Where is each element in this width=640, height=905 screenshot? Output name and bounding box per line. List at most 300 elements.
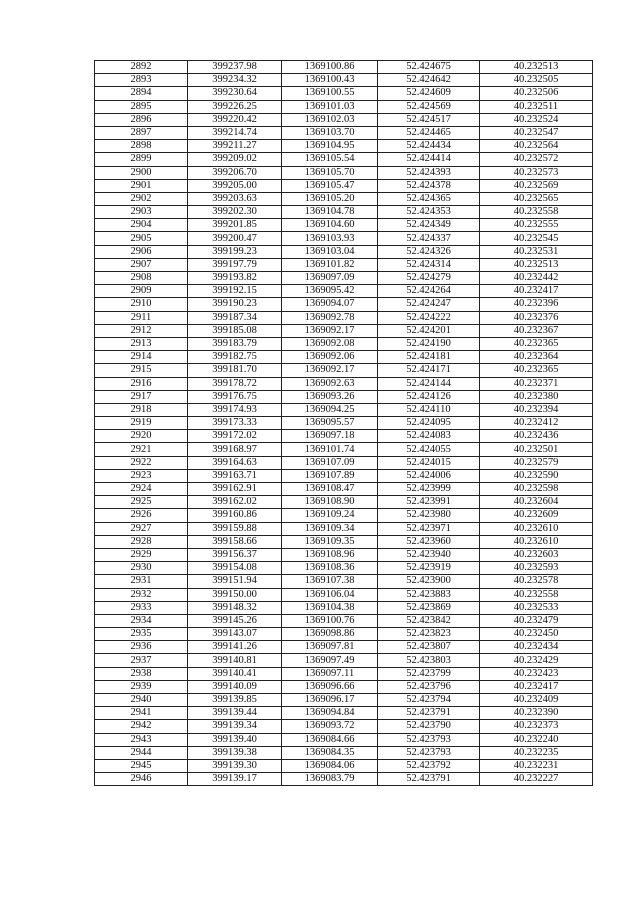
y-coordinate-cell: 1369100.76 <box>282 614 378 627</box>
latitude-cell: 52.423900 <box>378 575 480 588</box>
x-coordinate-cell: 399158.66 <box>188 535 282 548</box>
y-coordinate-cell: 1369095.57 <box>282 417 378 430</box>
longitude-cell: 40.232376 <box>480 311 593 324</box>
table-row <box>95 654 593 667</box>
x-coordinate-cell: 399176.75 <box>188 390 282 403</box>
latitude-cell: 52.424190 <box>378 337 480 350</box>
y-coordinate-cell: 1369104.78 <box>282 206 378 219</box>
longitude-cell: 40.232364 <box>480 351 593 364</box>
latitude-cell: 52.424015 <box>378 456 480 469</box>
table-row <box>95 272 593 285</box>
latitude-cell: 52.423823 <box>378 628 480 641</box>
y-coordinate-cell: 1369094.07 <box>282 298 378 311</box>
point-number-cell: 2944 <box>95 746 188 759</box>
x-coordinate-cell: 399174.93 <box>188 403 282 416</box>
point-number-cell: 2919 <box>95 417 188 430</box>
y-coordinate-cell: 1369096.66 <box>282 680 378 693</box>
latitude-cell: 52.423940 <box>378 548 480 561</box>
longitude-cell: 40.232565 <box>480 192 593 205</box>
point-number-cell: 2929 <box>95 548 188 561</box>
table-row <box>95 496 593 509</box>
longitude-cell: 40.232235 <box>480 746 593 759</box>
table-row <box>95 588 593 601</box>
x-coordinate-cell: 399187.34 <box>188 311 282 324</box>
latitude-cell: 52.424126 <box>378 390 480 403</box>
longitude-cell: 40.232511 <box>480 100 593 113</box>
table-row <box>95 680 593 693</box>
y-coordinate-cell: 1369100.43 <box>282 74 378 87</box>
table-row <box>95 575 593 588</box>
longitude-cell: 40.232436 <box>480 430 593 443</box>
x-coordinate-cell: 399140.09 <box>188 680 282 693</box>
longitude-cell: 40.232598 <box>480 483 593 496</box>
latitude-cell: 52.424171 <box>378 364 480 377</box>
y-coordinate-cell: 1369107.09 <box>282 456 378 469</box>
point-number-cell: 2908 <box>95 272 188 285</box>
table-row <box>95 403 593 416</box>
latitude-cell: 52.423792 <box>378 759 480 772</box>
point-number-cell: 2923 <box>95 469 188 482</box>
table-row <box>95 694 593 707</box>
latitude-cell: 52.423919 <box>378 562 480 575</box>
latitude-cell: 52.423803 <box>378 654 480 667</box>
table-row <box>95 351 593 364</box>
table-row <box>95 733 593 746</box>
table-row <box>95 614 593 627</box>
x-coordinate-cell: 399209.02 <box>188 153 282 166</box>
latitude-cell: 52.424110 <box>378 403 480 416</box>
point-number-cell: 2898 <box>95 140 188 153</box>
x-coordinate-cell: 399162.02 <box>188 496 282 509</box>
longitude-cell: 40.232227 <box>480 773 593 786</box>
table-row <box>95 179 593 192</box>
table-row <box>95 219 593 232</box>
y-coordinate-cell: 1369097.49 <box>282 654 378 667</box>
x-coordinate-cell: 399199.23 <box>188 245 282 258</box>
latitude-cell: 52.424279 <box>378 272 480 285</box>
table-row <box>95 153 593 166</box>
table-row <box>95 126 593 139</box>
latitude-cell: 52.423796 <box>378 680 480 693</box>
longitude-cell: 40.232578 <box>480 575 593 588</box>
latitude-cell: 52.424414 <box>378 153 480 166</box>
point-number-cell: 2946 <box>95 773 188 786</box>
x-coordinate-cell: 399237.98 <box>188 61 282 74</box>
point-number-cell: 2920 <box>95 430 188 443</box>
x-coordinate-cell: 399141.26 <box>188 641 282 654</box>
longitude-cell: 40.232573 <box>480 166 593 179</box>
y-coordinate-cell: 1369095.42 <box>282 285 378 298</box>
latitude-cell: 52.423799 <box>378 667 480 680</box>
point-number-cell: 2917 <box>95 390 188 403</box>
latitude-cell: 52.424393 <box>378 166 480 179</box>
y-coordinate-cell: 1369104.60 <box>282 219 378 232</box>
x-coordinate-cell: 399192.15 <box>188 285 282 298</box>
table-row <box>95 113 593 126</box>
point-number-cell: 2945 <box>95 759 188 772</box>
latitude-cell: 52.423793 <box>378 746 480 759</box>
x-coordinate-cell: 399156.37 <box>188 548 282 561</box>
point-number-cell: 2924 <box>95 483 188 496</box>
y-coordinate-cell: 1369092.08 <box>282 337 378 350</box>
x-coordinate-cell: 399139.17 <box>188 773 282 786</box>
y-coordinate-cell: 1369101.82 <box>282 258 378 271</box>
table-row <box>95 364 593 377</box>
longitude-cell: 40.232531 <box>480 245 593 258</box>
x-coordinate-cell: 399139.44 <box>188 707 282 720</box>
y-coordinate-cell: 1369103.70 <box>282 126 378 139</box>
longitude-cell: 40.232545 <box>480 232 593 245</box>
point-number-cell: 2915 <box>95 364 188 377</box>
y-coordinate-cell: 1369097.81 <box>282 641 378 654</box>
point-number-cell: 2943 <box>95 733 188 746</box>
y-coordinate-cell: 1369093.26 <box>282 390 378 403</box>
table-row <box>95 773 593 786</box>
y-coordinate-cell: 1369097.11 <box>282 667 378 680</box>
longitude-cell: 40.232505 <box>480 74 593 87</box>
latitude-cell: 52.424378 <box>378 179 480 192</box>
longitude-cell: 40.232450 <box>480 628 593 641</box>
table-row <box>95 61 593 74</box>
x-coordinate-cell: 399159.88 <box>188 522 282 535</box>
x-coordinate-cell: 399234.32 <box>188 74 282 87</box>
point-number-cell: 2912 <box>95 324 188 337</box>
longitude-cell: 40.232409 <box>480 694 593 707</box>
latitude-cell: 52.423791 <box>378 773 480 786</box>
longitude-cell: 40.232373 <box>480 720 593 733</box>
point-number-cell: 2926 <box>95 509 188 522</box>
latitude-cell: 52.423971 <box>378 522 480 535</box>
longitude-cell: 40.232513 <box>480 61 593 74</box>
coordinates-table <box>94 60 593 786</box>
longitude-cell: 40.232533 <box>480 601 593 614</box>
x-coordinate-cell: 399190.23 <box>188 298 282 311</box>
latitude-cell: 52.423793 <box>378 733 480 746</box>
longitude-cell: 40.232442 <box>480 272 593 285</box>
longitude-cell: 40.232506 <box>480 87 593 100</box>
y-coordinate-cell: 1369109.24 <box>282 509 378 522</box>
table-row <box>95 337 593 350</box>
longitude-cell: 40.232513 <box>480 258 593 271</box>
point-number-cell: 2911 <box>95 311 188 324</box>
table-row <box>95 720 593 733</box>
point-number-cell: 2922 <box>95 456 188 469</box>
y-coordinate-cell: 1369106.04 <box>282 588 378 601</box>
table-row <box>95 258 593 271</box>
x-coordinate-cell: 399163.71 <box>188 469 282 482</box>
table-row <box>95 456 593 469</box>
longitude-cell: 40.232609 <box>480 509 593 522</box>
point-number-cell: 2937 <box>95 654 188 667</box>
x-coordinate-cell: 399226.25 <box>188 100 282 113</box>
longitude-cell: 40.232240 <box>480 733 593 746</box>
point-number-cell: 2899 <box>95 153 188 166</box>
y-coordinate-cell: 1369105.70 <box>282 166 378 179</box>
x-coordinate-cell: 399160.86 <box>188 509 282 522</box>
point-number-cell: 2910 <box>95 298 188 311</box>
y-coordinate-cell: 1369105.20 <box>282 192 378 205</box>
point-number-cell: 2940 <box>95 694 188 707</box>
table-row <box>95 192 593 205</box>
table-row <box>95 601 593 614</box>
y-coordinate-cell: 1369094.25 <box>282 403 378 416</box>
latitude-cell: 52.424349 <box>378 219 480 232</box>
y-coordinate-cell: 1369101.03 <box>282 100 378 113</box>
latitude-cell: 52.424675 <box>378 61 480 74</box>
table-row <box>95 746 593 759</box>
longitude-cell: 40.232412 <box>480 417 593 430</box>
latitude-cell: 52.423999 <box>378 483 480 496</box>
x-coordinate-cell: 399139.38 <box>188 746 282 759</box>
longitude-cell: 40.232604 <box>480 496 593 509</box>
latitude-cell: 52.424201 <box>378 324 480 337</box>
x-coordinate-cell: 399143.07 <box>188 628 282 641</box>
latitude-cell: 52.423807 <box>378 641 480 654</box>
table-row <box>95 641 593 654</box>
y-coordinate-cell: 1369107.89 <box>282 469 378 482</box>
longitude-cell: 40.232572 <box>480 153 593 166</box>
table-row <box>95 390 593 403</box>
point-number-cell: 2900 <box>95 166 188 179</box>
point-number-cell: 2928 <box>95 535 188 548</box>
x-coordinate-cell: 399220.42 <box>188 113 282 126</box>
y-coordinate-cell: 1369084.66 <box>282 733 378 746</box>
latitude-cell: 52.424353 <box>378 206 480 219</box>
y-coordinate-cell: 1369107.38 <box>282 575 378 588</box>
x-coordinate-cell: 399139.34 <box>188 720 282 733</box>
table-row <box>95 509 593 522</box>
latitude-cell: 52.424264 <box>378 285 480 298</box>
longitude-cell: 40.232390 <box>480 707 593 720</box>
y-coordinate-cell: 1369105.47 <box>282 179 378 192</box>
table-row <box>95 245 593 258</box>
y-coordinate-cell: 1369100.55 <box>282 87 378 100</box>
latitude-cell: 52.423842 <box>378 614 480 627</box>
point-number-cell: 2896 <box>95 113 188 126</box>
table-row <box>95 285 593 298</box>
table-row <box>95 298 593 311</box>
latitude-cell: 52.424517 <box>378 113 480 126</box>
x-coordinate-cell: 399200.47 <box>188 232 282 245</box>
x-coordinate-cell: 399150.00 <box>188 588 282 601</box>
longitude-cell: 40.232579 <box>480 456 593 469</box>
table-row <box>95 628 593 641</box>
x-coordinate-cell: 399162.91 <box>188 483 282 496</box>
table-row <box>95 206 593 219</box>
longitude-cell: 40.232564 <box>480 140 593 153</box>
point-number-cell: 2939 <box>95 680 188 693</box>
longitude-cell: 40.232365 <box>480 337 593 350</box>
latitude-cell: 52.424083 <box>378 430 480 443</box>
latitude-cell: 52.423790 <box>378 720 480 733</box>
point-number-cell: 2921 <box>95 443 188 456</box>
x-coordinate-cell: 399139.85 <box>188 694 282 707</box>
latitude-cell: 52.424095 <box>378 417 480 430</box>
table-row <box>95 166 593 179</box>
x-coordinate-cell: 399182.75 <box>188 351 282 364</box>
x-coordinate-cell: 399178.72 <box>188 377 282 390</box>
point-number-cell: 2903 <box>95 206 188 219</box>
longitude-cell: 40.232365 <box>480 364 593 377</box>
longitude-cell: 40.232569 <box>480 179 593 192</box>
x-coordinate-cell: 399201.85 <box>188 219 282 232</box>
longitude-cell: 40.232501 <box>480 443 593 456</box>
latitude-cell: 52.424144 <box>378 377 480 390</box>
point-number-cell: 2942 <box>95 720 188 733</box>
point-number-cell: 2934 <box>95 614 188 627</box>
table-row <box>95 443 593 456</box>
y-coordinate-cell: 1369104.95 <box>282 140 378 153</box>
longitude-cell: 40.232479 <box>480 614 593 627</box>
latitude-cell: 52.424609 <box>378 87 480 100</box>
table-row <box>95 707 593 720</box>
y-coordinate-cell: 1369098.86 <box>282 628 378 641</box>
x-coordinate-cell: 399173.33 <box>188 417 282 430</box>
longitude-cell: 40.232593 <box>480 562 593 575</box>
table-row <box>95 522 593 535</box>
y-coordinate-cell: 1369104.38 <box>282 601 378 614</box>
point-number-cell: 2894 <box>95 87 188 100</box>
x-coordinate-cell: 399185.08 <box>188 324 282 337</box>
latitude-cell: 52.424181 <box>378 351 480 364</box>
y-coordinate-cell: 1369097.09 <box>282 272 378 285</box>
latitude-cell: 52.424055 <box>378 443 480 456</box>
longitude-cell: 40.232558 <box>480 588 593 601</box>
x-coordinate-cell: 399139.30 <box>188 759 282 772</box>
longitude-cell: 40.232417 <box>480 285 593 298</box>
latitude-cell: 52.423883 <box>378 588 480 601</box>
table-row <box>95 535 593 548</box>
x-coordinate-cell: 399193.82 <box>188 272 282 285</box>
y-coordinate-cell: 1369108.36 <box>282 562 378 575</box>
x-coordinate-cell: 399202.30 <box>188 206 282 219</box>
point-number-cell: 2913 <box>95 337 188 350</box>
latitude-cell: 52.424365 <box>378 192 480 205</box>
longitude-cell: 40.232394 <box>480 403 593 416</box>
table-row <box>95 311 593 324</box>
table-row <box>95 417 593 430</box>
point-number-cell: 2907 <box>95 258 188 271</box>
latitude-cell: 52.424569 <box>378 100 480 113</box>
table-row <box>95 469 593 482</box>
latitude-cell: 52.423794 <box>378 694 480 707</box>
longitude-cell: 40.232423 <box>480 667 593 680</box>
latitude-cell: 52.424326 <box>378 245 480 258</box>
longitude-cell: 40.232434 <box>480 641 593 654</box>
y-coordinate-cell: 1369093.72 <box>282 720 378 733</box>
y-coordinate-cell: 1369094.84 <box>282 707 378 720</box>
x-coordinate-cell: 399168.97 <box>188 443 282 456</box>
y-coordinate-cell: 1369109.34 <box>282 522 378 535</box>
table-row <box>95 483 593 496</box>
y-coordinate-cell: 1369108.90 <box>282 496 378 509</box>
latitude-cell: 52.423960 <box>378 535 480 548</box>
x-coordinate-cell: 399230.64 <box>188 87 282 100</box>
longitude-cell: 40.232396 <box>480 298 593 311</box>
y-coordinate-cell: 1369103.04 <box>282 245 378 258</box>
latitude-cell: 52.423980 <box>378 509 480 522</box>
point-number-cell: 2936 <box>95 641 188 654</box>
point-number-cell: 2925 <box>95 496 188 509</box>
y-coordinate-cell: 1369083.79 <box>282 773 378 786</box>
table-row <box>95 562 593 575</box>
x-coordinate-cell: 399206.70 <box>188 166 282 179</box>
x-coordinate-cell: 399140.81 <box>188 654 282 667</box>
x-coordinate-cell: 399183.79 <box>188 337 282 350</box>
x-coordinate-cell: 399205.00 <box>188 179 282 192</box>
latitude-cell: 52.424006 <box>378 469 480 482</box>
table-row <box>95 377 593 390</box>
point-number-cell: 2904 <box>95 219 188 232</box>
table-row <box>95 667 593 680</box>
longitude-cell: 40.232429 <box>480 654 593 667</box>
point-number-cell: 2933 <box>95 601 188 614</box>
y-coordinate-cell: 1369092.17 <box>282 324 378 337</box>
y-coordinate-cell: 1369092.06 <box>282 351 378 364</box>
point-number-cell: 2905 <box>95 232 188 245</box>
x-coordinate-cell: 399145.26 <box>188 614 282 627</box>
y-coordinate-cell: 1369092.78 <box>282 311 378 324</box>
point-number-cell: 2914 <box>95 351 188 364</box>
latitude-cell: 52.424247 <box>378 298 480 311</box>
y-coordinate-cell: 1369103.93 <box>282 232 378 245</box>
longitude-cell: 40.232610 <box>480 522 593 535</box>
longitude-cell: 40.232524 <box>480 113 593 126</box>
x-coordinate-cell: 399211.27 <box>188 140 282 153</box>
x-coordinate-cell: 399203.63 <box>188 192 282 205</box>
latitude-cell: 52.424222 <box>378 311 480 324</box>
longitude-cell: 40.232231 <box>480 759 593 772</box>
point-number-cell: 2938 <box>95 667 188 680</box>
x-coordinate-cell: 399139.40 <box>188 733 282 746</box>
y-coordinate-cell: 1369092.63 <box>282 377 378 390</box>
table-row <box>95 87 593 100</box>
table-row <box>95 548 593 561</box>
x-coordinate-cell: 399151.94 <box>188 575 282 588</box>
longitude-cell: 40.232590 <box>480 469 593 482</box>
point-number-cell: 2909 <box>95 285 188 298</box>
y-coordinate-cell: 1369084.06 <box>282 759 378 772</box>
longitude-cell: 40.232417 <box>480 680 593 693</box>
x-coordinate-cell: 399154.08 <box>188 562 282 575</box>
table-row <box>95 232 593 245</box>
latitude-cell: 52.424337 <box>378 232 480 245</box>
point-number-cell: 2916 <box>95 377 188 390</box>
y-coordinate-cell: 1369105.54 <box>282 153 378 166</box>
y-coordinate-cell: 1369101.74 <box>282 443 378 456</box>
point-number-cell: 2902 <box>95 192 188 205</box>
x-coordinate-cell: 399214.74 <box>188 126 282 139</box>
point-number-cell: 2930 <box>95 562 188 575</box>
latitude-cell: 52.424642 <box>378 74 480 87</box>
point-number-cell: 2941 <box>95 707 188 720</box>
x-coordinate-cell: 399172.02 <box>188 430 282 443</box>
latitude-cell: 52.423869 <box>378 601 480 614</box>
longitude-cell: 40.232610 <box>480 535 593 548</box>
latitude-cell: 52.423991 <box>378 496 480 509</box>
longitude-cell: 40.232555 <box>480 219 593 232</box>
point-number-cell: 2931 <box>95 575 188 588</box>
latitude-cell: 52.424465 <box>378 126 480 139</box>
longitude-cell: 40.232367 <box>480 324 593 337</box>
y-coordinate-cell: 1369084.35 <box>282 746 378 759</box>
point-number-cell: 2897 <box>95 126 188 139</box>
x-coordinate-cell: 399148.32 <box>188 601 282 614</box>
table-row <box>95 74 593 87</box>
x-coordinate-cell: 399181.70 <box>188 364 282 377</box>
y-coordinate-cell: 1369108.96 <box>282 548 378 561</box>
point-number-cell: 2892 <box>95 61 188 74</box>
